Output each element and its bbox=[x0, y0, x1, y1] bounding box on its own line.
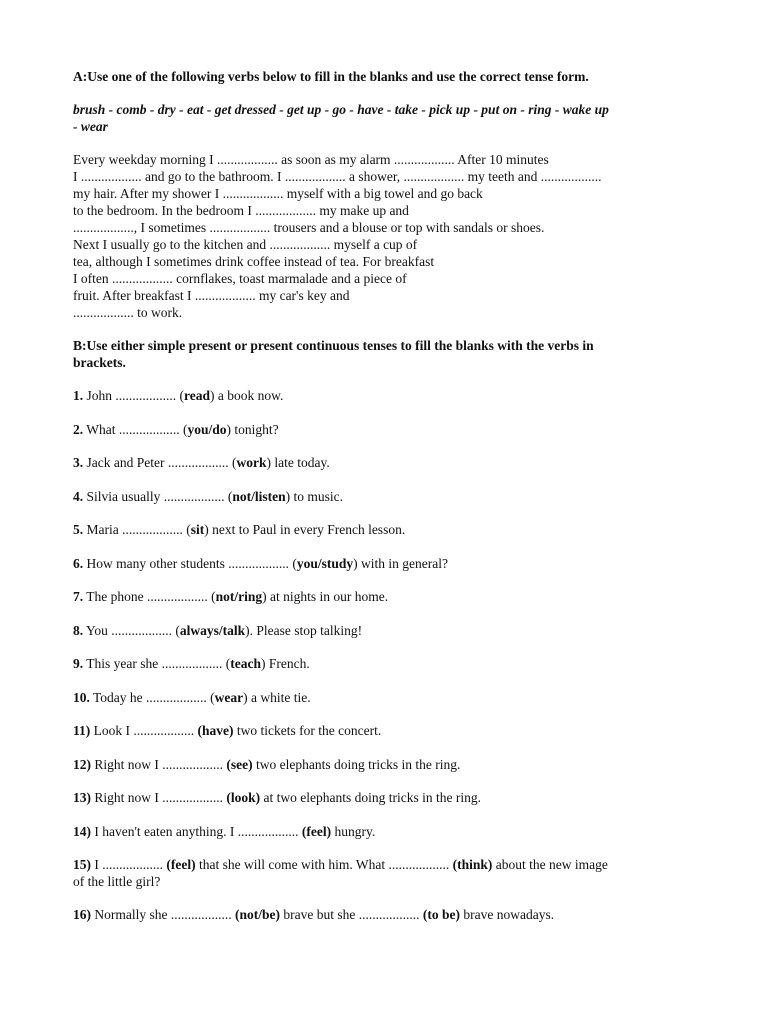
question-item bbox=[73, 789, 695, 823]
paragraph-line: .................. to work. bbox=[73, 305, 183, 320]
question-number: 13) bbox=[73, 790, 91, 805]
paragraph-line: Next I usually go to the kitchen and .................. myself a cup of bbox=[73, 237, 418, 252]
question-number: 8. bbox=[73, 622, 84, 638]
question-text: This year she .................. ( bbox=[83, 656, 231, 671]
question-number: 11) bbox=[73, 723, 91, 738]
question-text: two tickets for the concert. bbox=[233, 723, 382, 738]
question-text: John .................. ( bbox=[83, 388, 184, 403]
question-verb: teach bbox=[230, 656, 261, 671]
question-verb: (feel) bbox=[301, 823, 332, 839]
question-verb: read bbox=[184, 388, 210, 403]
question-text: Look I .................. bbox=[90, 723, 198, 738]
question-item bbox=[73, 756, 695, 790]
verb-list bbox=[73, 101, 695, 135]
question-text: Right now I .................. bbox=[91, 790, 227, 805]
question-line bbox=[73, 906, 695, 923]
question-item bbox=[73, 421, 695, 455]
question-text: Silvia usually .................. ( bbox=[83, 488, 233, 504]
paragraph-line: to the bedroom. In the bedroom I .................. my make up and bbox=[73, 203, 409, 218]
paragraph-line: Every weekday morning I .................. as soon as my alarm .................. After 10 minutes bbox=[73, 152, 549, 167]
question-item bbox=[73, 588, 695, 622]
question-text: hungry. bbox=[331, 823, 376, 839]
question-text: that she will come with him. What .................. bbox=[195, 857, 453, 872]
spacer bbox=[73, 135, 695, 151]
question-item bbox=[73, 521, 695, 555]
question-text: ) a book now. bbox=[210, 388, 284, 403]
question-number: 12) bbox=[73, 756, 91, 772]
question-text: ) to music. bbox=[285, 488, 344, 504]
question-text: ) French. bbox=[260, 656, 310, 671]
question-number: 2. bbox=[73, 421, 84, 437]
question-line bbox=[73, 856, 695, 873]
question-item bbox=[73, 906, 695, 940]
question-text: Maria .................. ( bbox=[83, 522, 191, 537]
verb-list-line: - wear bbox=[73, 119, 108, 134]
question-verb: wear bbox=[214, 689, 244, 705]
paragraph-line: I often .................. cornflakes, toast marmalade and a piece of bbox=[73, 271, 407, 286]
question-item bbox=[73, 655, 695, 689]
verb-list-line: brush - comb - dry - eat - get dressed - get up - go - have - take - pick up - put on - ring - wake up bbox=[73, 102, 609, 117]
question-verb: work bbox=[236, 455, 267, 470]
question-item bbox=[73, 555, 695, 589]
paragraph-a bbox=[73, 151, 695, 321]
question-item bbox=[73, 622, 695, 656]
question-text: Normally she .................. bbox=[91, 907, 235, 922]
question-text: You .................. ( bbox=[83, 622, 180, 638]
section-a-heading: A:Use one of the following verbs below to fill in the blanks and use the correct tense form. bbox=[73, 69, 589, 84]
question-verb: always/talk bbox=[179, 622, 246, 638]
question-text: Today he .................. ( bbox=[89, 689, 215, 705]
question-number: 6. bbox=[73, 555, 84, 571]
question-verb: (have) bbox=[197, 723, 234, 738]
question-text: What .................. ( bbox=[83, 421, 188, 437]
paragraph-line: I .................. and go to the bathroom. I .................. a shower, .................. my teeth and .................. bbox=[73, 169, 602, 184]
question-verb: not/ring bbox=[215, 589, 263, 604]
heading-line: B:Use either simple present or present continuous tenses to fill the blanks with the verbs in bbox=[73, 338, 594, 353]
paragraph-line: .................., I sometimes .................. trousers and a blouse or top with sandals or shoes. bbox=[73, 220, 545, 235]
spacer bbox=[73, 85, 695, 101]
question-text: two elephants doing tricks in the ring. bbox=[252, 756, 461, 772]
question-text: ) at nights in our home. bbox=[262, 589, 389, 604]
worksheet bbox=[73, 68, 695, 940]
paragraph-line: tea, although I sometimes drink coffee instead of tea. For breakfast bbox=[73, 254, 435, 269]
question-item bbox=[73, 823, 695, 857]
question-text: about the new image bbox=[492, 857, 608, 872]
question-text: How many other students .................. ( bbox=[83, 555, 297, 571]
question-verb: you/study bbox=[296, 555, 354, 571]
question-verb: (feel) bbox=[166, 857, 196, 872]
question-line: of the little girl? bbox=[73, 874, 161, 889]
paragraph-line: fruit. After breakfast I .................. my car's key and bbox=[73, 288, 350, 303]
question-number: 4. bbox=[73, 488, 84, 504]
question-text: I .................. bbox=[91, 857, 167, 872]
question-text: The phone .................. ( bbox=[83, 589, 216, 604]
question-text: ). Please stop talking! bbox=[245, 622, 363, 638]
question-verb: you/do bbox=[187, 421, 227, 437]
question-number: 9. bbox=[73, 656, 84, 671]
question-text: at two elephants doing tricks in the ring. bbox=[260, 790, 481, 805]
question-item bbox=[73, 689, 695, 723]
question-text: ) late today. bbox=[266, 455, 330, 470]
question-verb: (see) bbox=[226, 756, 253, 772]
question-verb: (look) bbox=[226, 790, 261, 805]
question-text: I haven't eaten anything. I .................. bbox=[91, 823, 302, 839]
question-item bbox=[73, 387, 695, 421]
spacer bbox=[73, 321, 695, 337]
section-b bbox=[73, 337, 695, 940]
question-text: ) next to Paul in every French lesson. bbox=[204, 522, 406, 537]
question-number: 3. bbox=[73, 455, 84, 470]
question-text: Jack and Peter .................. ( bbox=[83, 455, 237, 470]
section-a bbox=[73, 68, 695, 321]
question-text: brave but she .................. bbox=[280, 907, 423, 922]
paragraph-line: my hair. After my shower I .................. myself with a big towel and go back bbox=[73, 186, 483, 201]
question-number: 7. bbox=[73, 589, 84, 604]
question-text: ) with in general? bbox=[353, 555, 448, 571]
question-text: ) tonight? bbox=[226, 421, 279, 437]
question-verb: not/listen bbox=[232, 488, 286, 504]
question-verb: (not/be) bbox=[235, 907, 280, 922]
question-number: 14) bbox=[73, 823, 91, 839]
question-item bbox=[73, 722, 695, 756]
question-list bbox=[73, 387, 695, 856]
question-item bbox=[73, 488, 695, 522]
question-number: 16) bbox=[73, 907, 91, 922]
question-verb: (to be) bbox=[422, 907, 460, 922]
question-number: 1. bbox=[73, 388, 84, 403]
spacer bbox=[73, 371, 695, 387]
question-item bbox=[73, 454, 695, 488]
question-text: ) a white tie. bbox=[243, 689, 311, 705]
question-verb: (think) bbox=[452, 857, 493, 872]
question-number: 5. bbox=[73, 522, 84, 537]
question-item bbox=[73, 856, 695, 906]
question-text: brave nowadays. bbox=[459, 907, 555, 922]
question-text: Right now I .................. bbox=[91, 756, 227, 772]
question-number: 10. bbox=[73, 689, 90, 705]
question-verb: sit bbox=[190, 522, 205, 537]
heading-line: brackets. bbox=[73, 355, 126, 370]
question-number: 15) bbox=[73, 857, 91, 872]
section-b-heading bbox=[73, 337, 695, 371]
